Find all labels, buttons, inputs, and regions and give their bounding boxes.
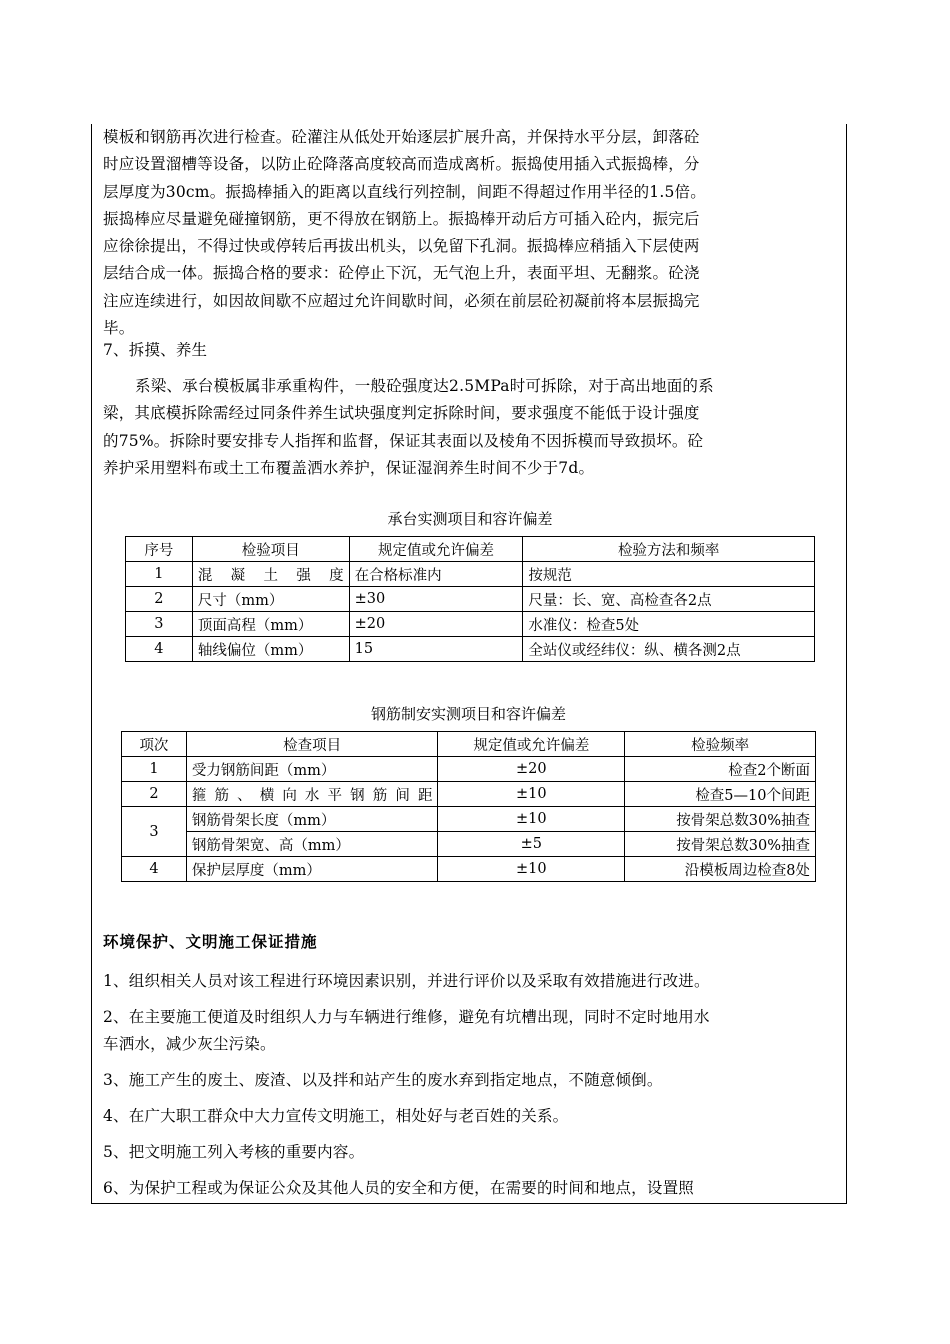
header-cell: 检查项目 [186, 732, 438, 757]
text-line: 层厚度为30cm。振捣棒插入的距离以直线行列控制，间距不得超过作用半径的1.5倍。 [103, 182, 706, 201]
table-cell: ±5 [438, 832, 625, 857]
table-cell: 钢筋骨架长度（mm） [186, 807, 438, 832]
table-cell: 尺寸（mm） [192, 587, 349, 612]
env-item: 5、把文明施工列入考核的重要内容。 [103, 1143, 365, 1161]
table-header-row [126, 537, 815, 562]
text-line: 的75%。拆除时要安排专人指挥和监督，保证其表面以及棱角不因拆模而导致损坏。砼 [103, 431, 704, 450]
env-section-heading: 环境保护、文明施工保证措施 [103, 933, 318, 951]
table-cell: 按规范 [523, 562, 815, 587]
pile-cap-tolerance-table [125, 536, 815, 662]
text-line: 系梁、承台模板属非承重构件，一般砼强度达2.5MPa时可拆除，对于高出地面的系 [135, 377, 714, 395]
text-line: 应徐徐提出，不得过快或停转后再拔出机头，以免留下孔洞。振捣棒应稍插入下层使两 [103, 237, 700, 256]
text-line: 梁，其底模拆除需经过同条件养生试块强度判定拆除时间，要求强度不能低于设计强度 [103, 404, 700, 423]
table-row [122, 857, 816, 882]
table-cell: ±20 [349, 612, 523, 637]
table-cell: 水准仪：检查5处 [523, 612, 815, 637]
table-cell: 全站仪或经纬仪：纵、横各测2点 [523, 637, 815, 662]
table2-caption: 钢筋制安实测项目和容许偏差 [370, 705, 566, 723]
table-cell: 尺量：长、宽、高检查各2点 [523, 587, 815, 612]
header-cell: 项次 [122, 732, 187, 757]
section-7-paragraph [103, 373, 836, 482]
env-item: 1、组织相关人员对该工程进行环境因素识别，并进行评价以及采取有效措施进行改进。 [103, 972, 710, 990]
table-row [122, 832, 816, 857]
table-cell: 4 [126, 637, 193, 662]
env-item: 2、在主要施工便道及时组织人力与车辆进行维修，避免有坑槽出现，同时不定时地用水 [103, 1008, 710, 1026]
table-row [126, 587, 815, 612]
table-cell: 1 [122, 757, 187, 782]
header-cell: 规定值或允许偏差 [349, 537, 523, 562]
table-cell: 沿模板周边检查8处 [625, 857, 816, 882]
header-cell: 检验频率 [625, 732, 816, 757]
table-cell: 15 [349, 637, 523, 662]
text-line: 时应设置溜槽等设备，以防止砼降落高度较高而造成离析。振捣使用插入式振捣棒，分 [103, 155, 700, 174]
table-cell: 按骨架总数30%抽查 [625, 807, 816, 832]
table-cell: 2 [126, 587, 193, 612]
table-cell: 钢筋骨架宽、高（mm） [186, 832, 438, 857]
table-cell: 按骨架总数30%抽查 [625, 832, 816, 857]
table-row [126, 562, 815, 587]
table-cell: 3 [122, 807, 187, 857]
table-row [122, 782, 816, 807]
env-item: 4、在广大职工群众中大力宣传文明施工，相处好与老百姓的关系。 [103, 1107, 569, 1125]
table-cell: 保护层厚度（mm） [186, 857, 438, 882]
header-cell: 规定值或允许偏差 [438, 732, 625, 757]
table-cell: 混凝土强度 [192, 562, 349, 587]
env-item: 6、为保护工程或为保证公众及其他人员的安全和方便，在需要的时间和地点，设置照 [103, 1179, 694, 1197]
table1-caption: 承台实测项目和容许偏差 [387, 510, 553, 528]
table-cell: 受力钢筋间距（mm） [186, 757, 438, 782]
table-cell: 箍筋、横向水平钢筋间距 [186, 782, 438, 807]
table-cell: 检查5—10个间距 [625, 782, 816, 807]
env-item: 车洒水，减少灰尘污染。 [103, 1035, 276, 1053]
text-line: 模板和钢筋再次进行检查。砼灌注从低处开始逐层扩展升高，并保持水平分层，卸落砼 [103, 128, 700, 146]
table-header-row [122, 732, 816, 757]
env-item: 3、施工产生的废土、废渣、以及拌和站产生的废水弃到指定地点，不随意倾倒。 [103, 1071, 663, 1089]
text-line: 注应连续进行，如因故间歇不应超过允许间歇时间，必须在前层砼初凝前将本层振捣完 [103, 291, 700, 310]
table-cell: 在合格标准内 [349, 562, 523, 587]
table-cell: 顶面高程（mm） [192, 612, 349, 637]
table-row [126, 637, 815, 662]
table-cell: ±30 [349, 587, 523, 612]
section-7-title: 7、拆摸、养生 [103, 341, 208, 359]
header-cell: 检验项目 [192, 537, 349, 562]
table-row [122, 807, 816, 832]
text-line: 毕。 [103, 319, 135, 338]
table-cell: 1 [126, 562, 193, 587]
text-line: 养护采用塑料布或土工布覆盖洒水养护，保证湿润养生时间不少于7d。 [103, 458, 595, 477]
rebar-tolerance-table [121, 731, 816, 882]
header-cell: 检验方法和频率 [523, 537, 815, 562]
table-cell: 检查2个断面 [625, 757, 816, 782]
text-line: 振捣棒应尽量避免碰撞钢筋，更不得放在钢筋上。振捣棒开动后方可插入砼内，振完后 [103, 209, 700, 228]
table-cell: 2 [122, 782, 187, 807]
table-cell: 4 [122, 857, 187, 882]
construction-paragraph [103, 124, 836, 342]
table-row [122, 757, 816, 782]
table-row [126, 612, 815, 637]
table-cell: 轴线偏位（mm） [192, 637, 349, 662]
table-cell: ±10 [438, 782, 625, 807]
table-cell: ±10 [438, 807, 625, 832]
table-cell: ±10 [438, 857, 625, 882]
table-cell: 3 [126, 612, 193, 637]
header-cell: 序号 [126, 537, 193, 562]
table-cell: ±20 [438, 757, 625, 782]
text-line: 层结合成一体。振捣合格的要求：砼停止下沉，无气泡上升，表面平坦、无翻浆。砼浇 [103, 264, 700, 283]
